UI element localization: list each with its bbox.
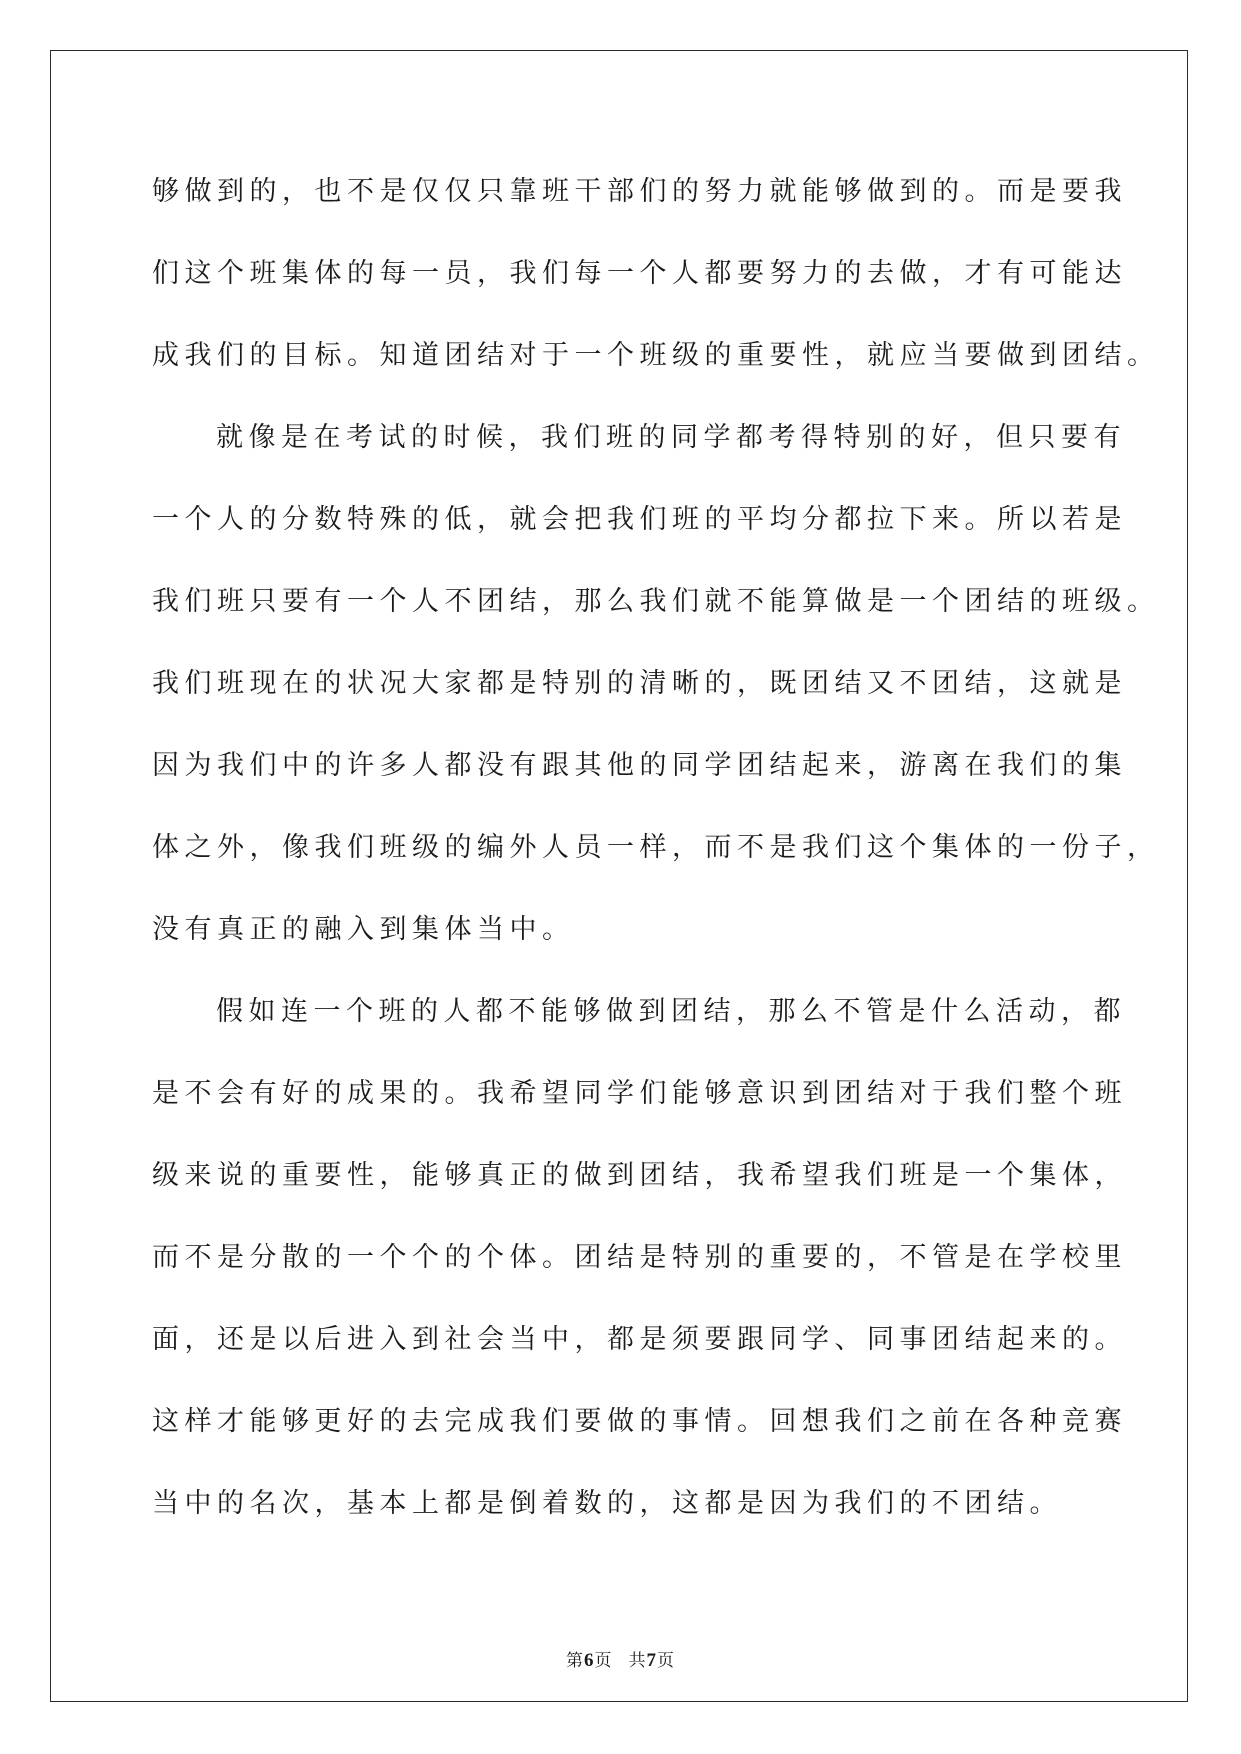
text-line: 成我们的目标。知道团结对于一个班级的重要性，就应当要做到团结。	[152, 340, 1160, 371]
text-line: 面，还是以后进入到社会当中，都是须要跟同学、同事团结起来的。	[152, 1324, 1127, 1355]
text-line: 一个人的分数特殊的低，就会把我们班的平均分都拉下来。所以若是	[152, 504, 1127, 535]
page-number: 6	[584, 1650, 595, 1671]
page-prefix: 第	[566, 1651, 584, 1671]
text-line: 这样才能够更好的去完成我们要做的事情。回想我们之前在各种竞赛	[152, 1406, 1127, 1437]
text-line: 够做到的，也不是仅仅只靠班干部们的努力就能够做到的。而是要我	[152, 176, 1127, 207]
text-line: 们这个班集体的每一员，我们每一个人都要努力的去做，才有可能达	[152, 258, 1127, 289]
text-line: 我们班现在的状况大家都是特别的清晰的，既团结又不团结，这就是	[152, 668, 1127, 699]
text-line: 因为我们中的许多人都没有跟其他的同学团结起来，游离在我们的集	[152, 750, 1127, 781]
text-line: 我们班只要有一个人不团结，那么我们就不能算做是一个团结的班级。	[152, 586, 1160, 617]
document-body	[152, 160, 1160, 1554]
text-line: 是不会有好的成果的。我希望同学们能够意识到团结对于我们整个班	[152, 1078, 1127, 1109]
page-footer	[0, 1646, 1241, 1672]
total-prefix: 共	[628, 1651, 647, 1671]
text-line: 而不是分散的一个个的个体。团结是特别的重要的，不管是在学校里	[152, 1242, 1127, 1273]
text-line: 就像是在考试的时候，我们班的同学都考得特别的好，但只要有	[216, 422, 1126, 453]
text-line: 级来说的重要性，能够真正的做到团结，我希望我们班是一个集体，	[152, 1160, 1127, 1191]
total-suffix: 页	[657, 1651, 675, 1671]
page-suffix: 页	[594, 1651, 613, 1671]
text-line: 当中的名次，基本上都是倒着数的，这都是因为我们的不团结。	[152, 1488, 1062, 1519]
text-line: 没有真正的融入到集体当中。	[152, 914, 575, 945]
text-line: 体之外，像我们班级的编外人员一样，而不是我们这个集体的一份子，	[152, 832, 1160, 863]
total-pages: 7	[646, 1650, 657, 1671]
text-line: 假如连一个班的人都不能够做到团结，那么不管是什么活动，都	[216, 996, 1126, 1027]
